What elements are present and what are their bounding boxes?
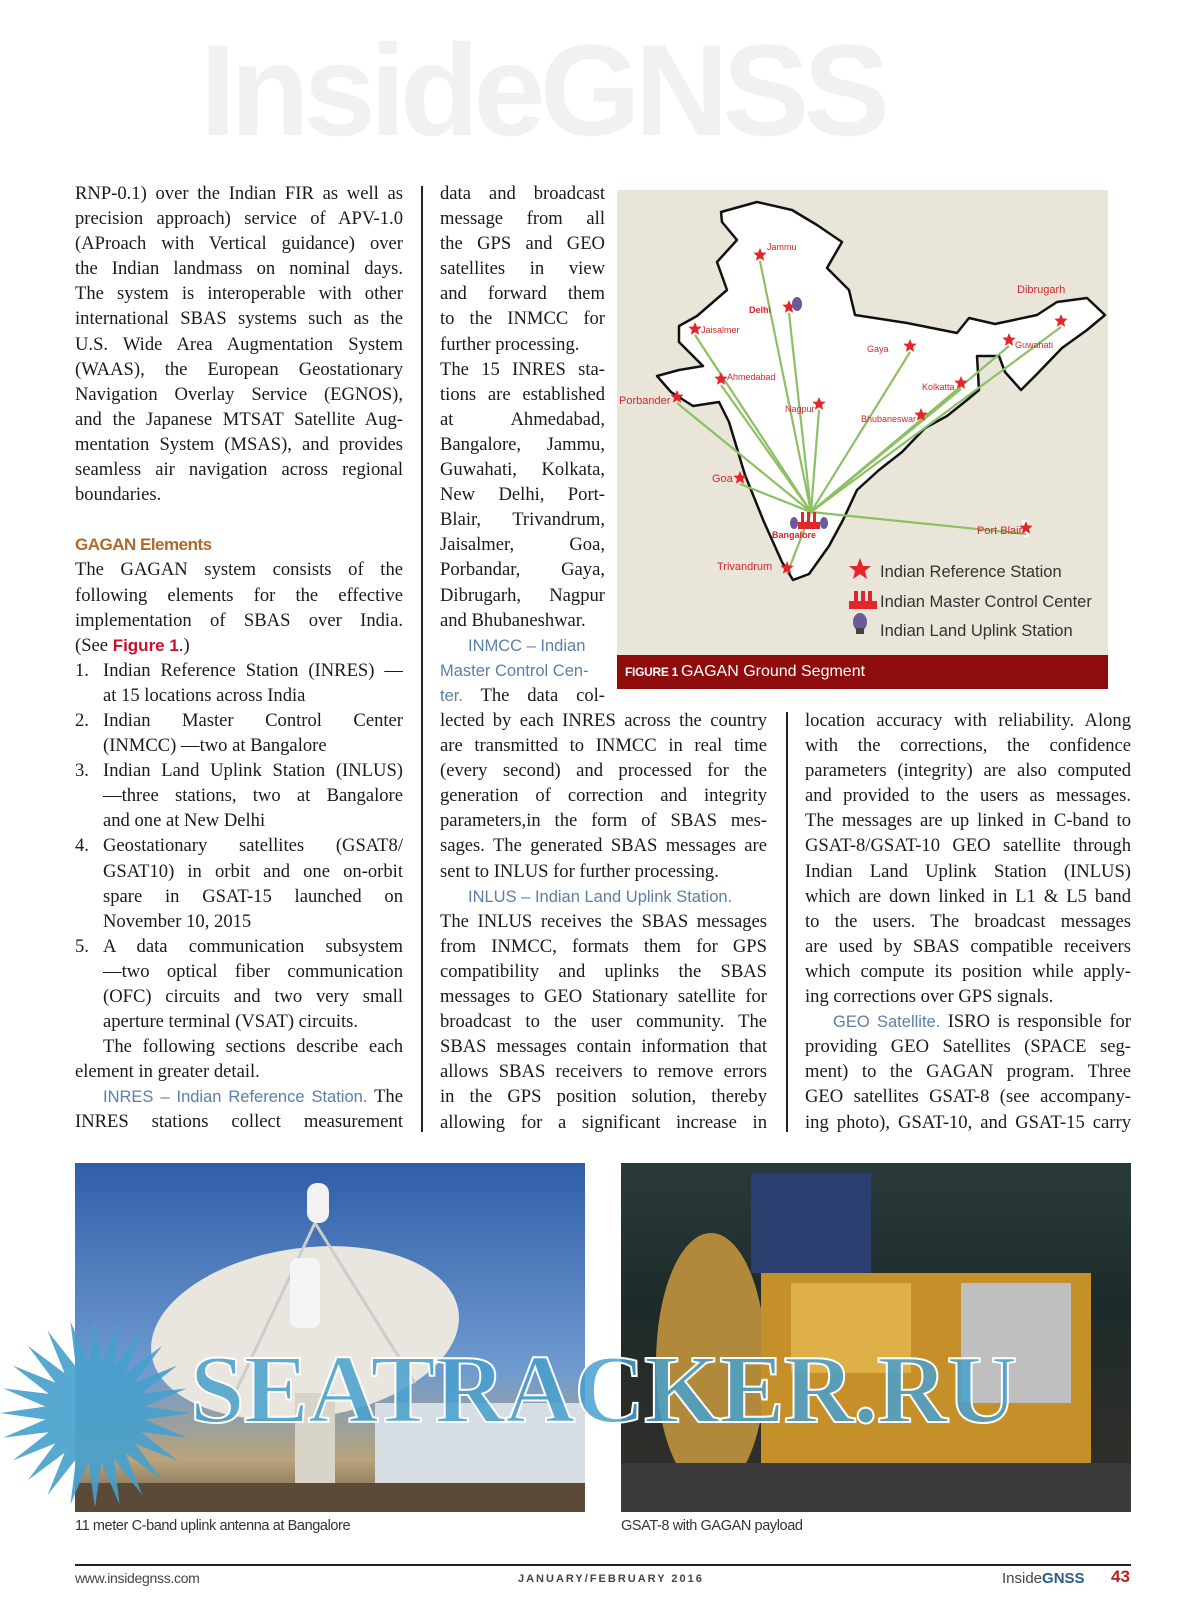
line-text: and Bhubaneshwar. bbox=[440, 609, 586, 631]
line-text: are transmitted to INMCC in real time bbox=[440, 735, 767, 757]
line-text: ing photo), GSAT-10, and GSAT-15 carry bbox=[805, 1111, 1131, 1133]
map-legend bbox=[849, 558, 1092, 640]
line-text: .) bbox=[178, 634, 190, 656]
line-text: A data communication subsystem bbox=[103, 935, 403, 957]
line-text: parameters (integrity) are also computed bbox=[805, 760, 1131, 782]
text-line bbox=[75, 382, 403, 407]
line-text: at 15 locations across India bbox=[103, 684, 306, 706]
station-label: Gaya bbox=[867, 344, 889, 354]
line-text: (INMCC) —two at Bangalore bbox=[103, 735, 327, 757]
legend-uplink-icon bbox=[853, 613, 867, 634]
line-text: (OFC) circuits and two very small bbox=[103, 986, 403, 1007]
text-line bbox=[805, 1059, 1131, 1084]
text-line bbox=[75, 332, 403, 357]
line-text: data and broadcast bbox=[440, 183, 605, 204]
legend-mcc-icon bbox=[849, 591, 877, 609]
line-text: to the users. The broadcast messages bbox=[805, 910, 1131, 932]
station-label: Bhubaneswar bbox=[861, 414, 917, 424]
brand-gnss: GNSS bbox=[1042, 1570, 1085, 1587]
line-text: precision approach) service of APV-1.0 bbox=[75, 208, 403, 230]
line-text: The INLUS receives the SBAS messages bbox=[440, 910, 767, 932]
footer-rule bbox=[75, 1564, 1131, 1566]
text-line bbox=[805, 984, 1131, 1009]
text-line bbox=[75, 407, 403, 432]
text-line bbox=[440, 532, 605, 557]
text-line bbox=[440, 934, 767, 959]
line-text: tions are established bbox=[440, 383, 605, 405]
text-line bbox=[440, 583, 605, 608]
line-text: messages to GEO Stationary satellite for bbox=[440, 986, 767, 1008]
line-text: Indian Land Uplink Station (INLUS) bbox=[103, 760, 403, 782]
line-text: broadcast to the user community. The bbox=[440, 1011, 767, 1033]
text-line bbox=[75, 733, 403, 758]
line-text: international SBAS systems such as the bbox=[75, 308, 403, 330]
line-text: November 10, 2015 bbox=[103, 910, 252, 932]
figure-title: GAGAN Ground Segment bbox=[680, 663, 866, 680]
line-text: boundaries. bbox=[75, 484, 162, 506]
run-in-heading: INLUS – Indian Land Uplink Station. bbox=[468, 887, 733, 906]
list-number: 3. bbox=[75, 760, 89, 782]
line-text: at Ahmedabad, bbox=[440, 408, 605, 430]
list-number: 5. bbox=[75, 935, 89, 957]
text-line bbox=[805, 758, 1131, 783]
text-line bbox=[75, 181, 403, 206]
footer-issue: JANUARY/FEBRUARY 2016 bbox=[518, 1573, 704, 1585]
line-text: and provided to the users as messages. bbox=[805, 785, 1131, 807]
line-text: sent to INLUS for further processing. bbox=[440, 860, 719, 882]
station-label: Port Blair bbox=[977, 525, 1023, 537]
text-line bbox=[440, 984, 767, 1009]
text-line bbox=[805, 884, 1131, 909]
footer-brand bbox=[1002, 1570, 1085, 1587]
india-map bbox=[617, 190, 1108, 655]
line-text: GEO satellites GSAT-8 (see accompany- bbox=[805, 1086, 1131, 1108]
text-line bbox=[440, 1110, 767, 1135]
text-line bbox=[75, 683, 403, 708]
text-line bbox=[75, 808, 403, 833]
line-text: (See bbox=[75, 634, 113, 656]
line-text: following elements for the effective bbox=[75, 584, 403, 606]
line-text: message from all bbox=[440, 208, 605, 230]
text-line bbox=[75, 859, 403, 884]
text-line bbox=[75, 1109, 403, 1134]
line-text: further processing. bbox=[440, 333, 580, 355]
text-line bbox=[75, 482, 403, 507]
station-label: Delhi bbox=[749, 305, 772, 315]
text-line bbox=[440, 206, 605, 231]
text-line bbox=[75, 934, 403, 959]
text-line bbox=[440, 783, 767, 808]
line-text: compatibility and uplinks the SBAS bbox=[440, 960, 767, 982]
page-number: 43 bbox=[1111, 1567, 1130, 1586]
line-text: lected by each INRES across the country bbox=[440, 710, 767, 731]
text-line bbox=[75, 507, 403, 532]
line-text: (every second) and processed for the bbox=[440, 760, 767, 782]
text-line bbox=[440, 231, 605, 256]
line-text: aperture terminal (VSAT) circuits. bbox=[103, 1011, 359, 1033]
line-text: ISRO is responsible for bbox=[940, 1011, 1131, 1033]
seatracker-watermark: SEATRACKER.RU bbox=[190, 1336, 1017, 1444]
line-text: the GPS and GEO bbox=[440, 233, 605, 255]
text-line bbox=[75, 608, 403, 633]
text-line bbox=[75, 984, 403, 1009]
line-text: ment) to the GAGAN program. Three bbox=[805, 1061, 1131, 1083]
line-text: Indian Reference Station (INRES) — bbox=[103, 659, 403, 681]
text-line bbox=[75, 633, 403, 658]
text-line bbox=[75, 658, 403, 683]
line-text: The 15 INRES sta- bbox=[440, 358, 605, 380]
text-line bbox=[75, 306, 403, 331]
run-in-heading: GEO Satellite. bbox=[833, 1013, 941, 1032]
text-line bbox=[440, 482, 605, 507]
text-line bbox=[440, 658, 605, 683]
line-text: Indian Master Control Center bbox=[103, 709, 403, 731]
run-in-heading: Master Control Cen- bbox=[440, 661, 589, 680]
insidegnss-watermark: InsideGNSS bbox=[200, 17, 885, 163]
run-in-heading: INRES – Indian Reference Station. bbox=[103, 1088, 368, 1107]
line-text: with the corrections, the confidence bbox=[805, 735, 1131, 757]
text-line bbox=[805, 808, 1131, 833]
text-line bbox=[75, 457, 403, 482]
station-label: Kolkatta bbox=[922, 382, 955, 392]
text-line bbox=[440, 332, 605, 357]
text-line bbox=[440, 708, 767, 733]
legend-reference-station: Indian Reference Station bbox=[880, 563, 1062, 581]
text-line bbox=[440, 407, 605, 432]
station-label: Guwahati bbox=[1015, 340, 1054, 350]
text-line bbox=[805, 909, 1131, 934]
text-line bbox=[440, 959, 767, 984]
line-text: in the GPS position solution, thereby bbox=[440, 1086, 767, 1108]
line-text: which are down linked in L1 & L5 band bbox=[805, 885, 1131, 907]
text-line bbox=[75, 1034, 403, 1059]
text-line bbox=[440, 608, 605, 633]
line-text: Bangalore, Jammu, bbox=[440, 433, 605, 455]
text-line bbox=[75, 281, 403, 306]
line-text: the Indian landmass on nominal days. bbox=[75, 258, 403, 280]
text-line bbox=[805, 708, 1131, 733]
line-text: RNP-0.1) over the Indian FIR as well as bbox=[75, 183, 403, 204]
antenna-photo-caption: 11 meter C-band uplink antenna at Bangalore bbox=[75, 1518, 351, 1534]
text-line bbox=[75, 758, 403, 783]
column-divider bbox=[421, 186, 423, 1132]
line-text: New Delhi, Port- bbox=[440, 484, 605, 506]
line-text: The data col- bbox=[462, 684, 605, 706]
line-text: Geostationary satellites (GSAT8/ bbox=[103, 835, 403, 857]
text-line bbox=[805, 934, 1131, 959]
text-line bbox=[75, 833, 403, 858]
line-text: ing corrections over GPS signals. bbox=[805, 986, 1054, 1008]
station-label: Porbander bbox=[619, 395, 671, 407]
line-text: and one at New Delhi bbox=[103, 810, 266, 832]
line-text: Guwahati, Kolkata, bbox=[440, 459, 605, 481]
station-label: Trivandrum bbox=[717, 561, 773, 573]
text-line bbox=[440, 1009, 767, 1034]
legend-uplink-station: Indian Land Uplink Station bbox=[880, 622, 1073, 640]
line-text: generation of correction and integrity bbox=[440, 785, 767, 807]
text-line bbox=[75, 256, 403, 281]
text-line bbox=[75, 206, 403, 231]
text-line bbox=[440, 382, 605, 407]
text-line bbox=[805, 859, 1131, 884]
line-text: U.S. Wide Area Augmentation System bbox=[75, 333, 403, 355]
line-text: The system is interoperable with other bbox=[75, 283, 403, 305]
text-line bbox=[805, 1009, 1131, 1034]
station-label: Jammu bbox=[767, 242, 797, 252]
text-line bbox=[75, 1059, 403, 1084]
column-1 bbox=[75, 181, 403, 1135]
list-number: 1. bbox=[75, 659, 89, 681]
text-line bbox=[75, 783, 403, 808]
text-line bbox=[75, 884, 403, 909]
text-line bbox=[75, 231, 403, 256]
text-line bbox=[805, 1110, 1131, 1135]
text-line bbox=[440, 1034, 767, 1059]
text-line bbox=[440, 859, 767, 884]
text-line bbox=[440, 733, 767, 758]
brand-inside: Inside bbox=[1002, 1570, 1043, 1587]
line-text: The following sections describe each bbox=[103, 1036, 403, 1058]
line-text: Blair, Trivandrum, bbox=[440, 509, 605, 531]
station-label: Nagpur bbox=[785, 404, 815, 414]
text-line bbox=[440, 884, 767, 909]
line-text: spare in GSAT-15 launched on bbox=[103, 885, 403, 907]
column-divider bbox=[786, 712, 788, 1132]
line-text: GSAT-8/GSAT-10 GEO satellite through bbox=[805, 835, 1131, 857]
text-line bbox=[805, 1034, 1131, 1059]
text-line bbox=[75, 708, 403, 733]
list-number: 2. bbox=[75, 709, 89, 731]
text-line bbox=[75, 432, 403, 457]
text-line bbox=[805, 833, 1131, 858]
text-line bbox=[440, 256, 605, 281]
text-line bbox=[440, 833, 767, 858]
line-text: allows SBAS receivers to remove errors bbox=[440, 1061, 767, 1083]
station-label: Bangalore bbox=[772, 530, 817, 540]
starburst-watermark-icon bbox=[0, 1318, 190, 1506]
text-line bbox=[805, 959, 1131, 984]
line-text: are used by SBAS compatible receivers bbox=[805, 935, 1131, 957]
text-line bbox=[440, 281, 605, 306]
line-text: —three stations, two at Bangalore bbox=[103, 785, 403, 807]
line-text: mentation System (MSAS), and provides bbox=[75, 433, 403, 455]
figure-caption bbox=[617, 655, 1108, 689]
line-text: (AProach with Vertical guidance) over bbox=[75, 233, 403, 255]
text-line bbox=[75, 532, 403, 557]
text-line bbox=[440, 633, 605, 658]
text-line bbox=[75, 909, 403, 934]
text-line bbox=[440, 1084, 767, 1109]
text-line bbox=[440, 357, 605, 382]
legend-star-icon bbox=[849, 558, 871, 579]
line-text: (WAAS), the European Geostationary bbox=[75, 358, 403, 380]
text-line bbox=[440, 306, 605, 331]
column-3 bbox=[805, 708, 1131, 1135]
line-text: allowing for a significant increase in bbox=[440, 1111, 767, 1133]
text-line bbox=[75, 583, 403, 608]
text-line bbox=[440, 507, 605, 532]
text-line bbox=[75, 959, 403, 984]
line-text: INRES stations collect measurement bbox=[75, 1111, 403, 1133]
text-line bbox=[440, 432, 605, 457]
line-text: element in greater detail. bbox=[75, 1061, 260, 1083]
line-text: and forward them bbox=[440, 283, 605, 305]
column-2-narrow bbox=[440, 181, 605, 708]
text-line bbox=[440, 1059, 767, 1084]
section-heading: GAGAN Elements bbox=[75, 535, 212, 555]
line-text: SBAS messages contain information that bbox=[440, 1036, 767, 1058]
text-line bbox=[440, 181, 605, 206]
text-line bbox=[440, 758, 767, 783]
line-text: The GAGAN system consists of the bbox=[75, 559, 403, 581]
line-text: providing GEO Satellites (SPACE seg- bbox=[805, 1036, 1131, 1058]
line-text: seamless air navigation across regional bbox=[75, 459, 403, 481]
line-text: and the Japanese MTSAT Satellite Aug- bbox=[75, 408, 403, 430]
text-line bbox=[440, 457, 605, 482]
text-line bbox=[75, 1009, 403, 1034]
legend-master-control: Indian Master Control Center bbox=[880, 593, 1092, 611]
figure-link[interactable]: Figure 1 bbox=[112, 635, 179, 655]
run-in-heading: INMCC – Indian bbox=[468, 636, 586, 655]
line-text: implementation of SBAS over India. bbox=[75, 609, 403, 631]
uplink-icon-delhi bbox=[792, 297, 802, 311]
line-text: Porbandar, Gaya, bbox=[440, 559, 605, 581]
station-label: Jaisalmer bbox=[701, 325, 740, 335]
text-line bbox=[805, 1084, 1131, 1109]
line-text: parameters,in the form of SBAS mes- bbox=[440, 810, 767, 832]
text-line bbox=[440, 557, 605, 582]
line-text: GSAT10) in orbit and one on-orbit bbox=[103, 860, 403, 882]
station-label: Goa bbox=[712, 473, 733, 485]
column-2 bbox=[440, 708, 767, 1135]
line-text: Dibrugarh, Nagpur bbox=[440, 584, 605, 606]
text-line bbox=[805, 783, 1131, 808]
text-line bbox=[440, 683, 605, 708]
line-text: from INMCC, formats them for GPS bbox=[440, 935, 767, 957]
line-text: Navigation Overlay Service (EGNOS), bbox=[75, 383, 403, 405]
text-line bbox=[440, 909, 767, 934]
line-text: —two optical fiber communication bbox=[103, 960, 403, 982]
satellite-photo-caption: GSAT-8 with GAGAN payload bbox=[621, 1518, 803, 1534]
text-line bbox=[75, 557, 403, 582]
line-text: Indian Land Uplink Station (INLUS) bbox=[805, 860, 1131, 882]
line-text: The bbox=[367, 1086, 403, 1108]
run-in-heading: ter. bbox=[440, 686, 463, 705]
station-label: Dibrugarh bbox=[1017, 284, 1066, 296]
text-line bbox=[440, 808, 767, 833]
text-line bbox=[75, 1084, 403, 1109]
footer-url[interactable]: www.insidegnss.com bbox=[75, 1570, 200, 1586]
figure-label: FIGURE 1 bbox=[625, 665, 678, 679]
gagan-ground-segment-map bbox=[617, 190, 1108, 655]
line-text: The messages are up linked in C-band to bbox=[805, 810, 1131, 832]
list-number: 4. bbox=[75, 835, 89, 857]
line-text: which compute its position while apply- bbox=[805, 960, 1131, 982]
line-text: to the INMCC for bbox=[440, 308, 605, 330]
line-text: satellites in view bbox=[440, 258, 605, 280]
line-text: Jaisalmer, Goa, bbox=[440, 534, 605, 556]
station-label: Ahmedabad bbox=[727, 372, 776, 382]
line-text: sages. The generated SBAS messages are bbox=[440, 835, 767, 857]
line-text: location accuracy with reliability. Along bbox=[805, 710, 1131, 731]
text-line bbox=[75, 357, 403, 382]
text-line bbox=[805, 733, 1131, 758]
